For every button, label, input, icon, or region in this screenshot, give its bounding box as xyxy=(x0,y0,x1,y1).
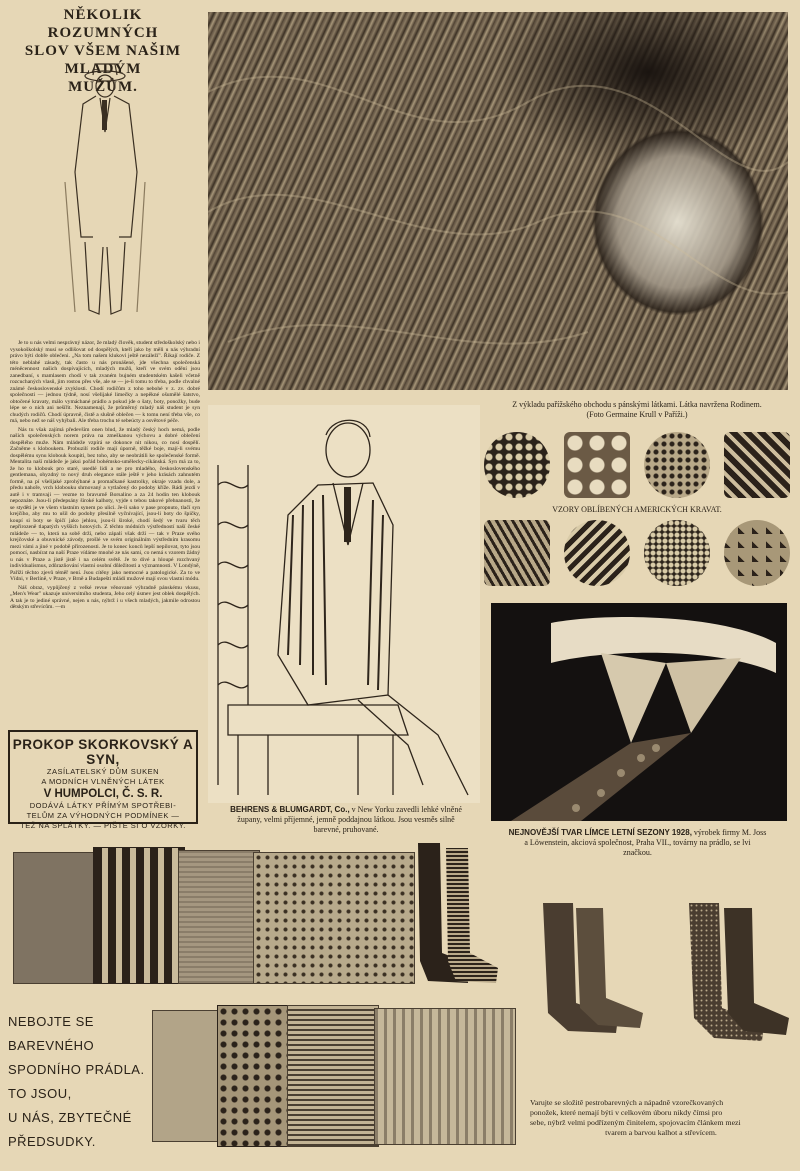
slogan-line-3: SPODNÍHO PRÁDLA. xyxy=(8,1062,145,1077)
article-paragraph-2: Nás tu však zajímá především onen blud, že mladý český hoch nemá, podle našich společenských norem práva na zmeškanou výchovu a dobré oblečení dospělého muže. Nám mládeže vzpírá se dokonce nit nikou, co nosí dospělí. Začněme s kloboukem. Probuzilí rodiče mají úporně, těžké boje, mají-li svému dospělému synu klobouk koupiti, bez toho, aby se neobrátili ke společenské formě. Mentalita naší mládeže je jaksi pořád bohémsko-umělecky-cikánská. Syn má za to, že ho to klobouk pro staré, usedlé lidi a ne pro mladého, československého gentlemana, ohyzdný to nový druh elegance stále ještě v jeho krásách zahnutém formě, na pí všelijaké zprohýbané a promačkané kastrolky, okraje vzadu dole, a předu nahoře, vrch klobouku shrnovaný a vytlačený do podoby kříže. Rádi jezdí v autě i v tramvaji — vezme to bravurně Borsalino a za 24 hodin ten klobouk nepoznáte. Jsou-li předepsány široké kalhoty, vyjde s tebou takové přehnanosti, že se styděti je ve všem vlastním synem po ulici. Je-li sako v pase propnuto, tlačí syn krejčího, aby mu to ušil do podoby přesilně vyčnívající, jsou-li boty do špičky, koupí si boty se špičí jako jehlou, jsou-li široké, chodí šedý ve tvaru těch nepřirozeně tlapatých vyšších hotových. Z těchto módních výstředností naší české mládeže — to, která na sobě drží, nebo zápalí však drží — tak v Praze svého krejčovské a obuvnické závody, prošlé ve svém originálním výstředním krasomu mezi vámi a jiné v podobě přirozenosti. Je to konec konců lepší nepilovat, tyto jsou pomocí, nasbírat na naší Praze vídáme mnohé ze nás sami, co nemá s vzorem žádný u nás v Praze a jistě jistě i na celém světě. Je to divé a hloupé rozchvaný individualismus, zdůrazňování vlastní osobní důležitosti a významnosti. V Londýně, Paříži těchto zjevů téměř není. Jsou cítěny jako nemocné a patologické. Za to ve Vídni, v Berlíně, v Praze, v Brně a Budapešti mládí mužové mají svou vlastní módu. xyxy=(10,426,200,582)
fabric-caption-line-1: Z výkladu pařížského obchodu s pánskými látkami. Látka navržena Rodinem. xyxy=(512,400,762,409)
shorts-grey-check xyxy=(178,850,260,984)
ad-line-5: DODÁVÁ LÁTKY PŘÍMÝM SPOTŘEBI- xyxy=(29,801,177,810)
behrens-caption-line-1: v New Yorku zavedli lehké vlněné xyxy=(349,805,462,814)
tie-pattern-diagonal xyxy=(484,520,550,586)
tie-pattern-swirl xyxy=(644,520,710,586)
collar-caption-line-3: značkou. xyxy=(623,848,652,857)
shorts-wide-stripes xyxy=(93,847,185,984)
article-paragraph-1: Je to u nás velmi nesprávný názor, že mladý člověk, student středoškolský nebo i vysokoškolský musí se odlišovat od dospělých, kteří jako by měli u nás výhradní právo býti dobře oblečeni. „Na tom našem klukovi ještě nezáleží". Říkají rodiče. Z této neblahé zásady, tak často u nás pronášené, jde všechna společenská méněcennost našich dospívajících, mladých mužů, kteří ve svém odění jsou zanedbaní, s mamlasem chodí v tak zvaném bujném studentském kašeli včetně rozcuchaných vlasů, jim rostou přes vše, ale se — je-li tomu to třeba, podle chvalné známé československé zvyklosti. Chodí rodičům z toho nebohé v z. zv. dobré společnosti — jednou týdně, nosí všelijaké limečky a nepěkné ošumělé šatstvo, obtočené kravaty, málo vymáchané prádlo a pokud jde o šaty, boty, ponožky, bude lépe se o nich ani nešířit. Neznamenají, že průměrný mladý náš student je syn chudých rodičů. Chodí úpravně, čistě a slušně oblečen — k tomu není třeba vše, co má, nebo než se náš vyhýbali. Ale třeba trochu té sebeúcty a osvětové péče. xyxy=(10,340,200,424)
collar-caption xyxy=(485,828,790,858)
shorts-pleated-stripes xyxy=(374,1008,516,1145)
slogan-line-1: NEBOJTE SE xyxy=(8,1014,94,1029)
slogan-line-2: BAREVNÉHO xyxy=(8,1038,95,1053)
tie-pattern-geometric xyxy=(724,432,790,498)
article-body xyxy=(10,340,200,730)
ad-line-7: TEŽ NA SPLÁTKY. — PIŠTE SI O VZORKY. xyxy=(20,821,186,830)
underwear-shorts-top-row xyxy=(8,842,420,992)
headline-line-2: SLOV VŠEM NAŠIM MLADÝM xyxy=(24,43,182,77)
headline-line-1: NĚKOLIK ROZUMNÝCH xyxy=(47,7,159,41)
socks-caption-line-3: sebe, nýbrž velmi podřízeným činitelem, spojovacím článkem mezi xyxy=(530,1118,741,1127)
fabric-caption-line-2: (Foto Germaine Krull v Paříži.) xyxy=(586,410,688,419)
striped-socks xyxy=(408,843,504,989)
socks-pair-patterned xyxy=(684,903,794,1043)
tie-pattern-small-dots xyxy=(644,432,710,498)
fabric-crystal-ball-photo xyxy=(208,12,788,390)
shorts-light xyxy=(152,1010,224,1142)
underwear-shorts-bottom-row xyxy=(152,1000,520,1150)
shorts-plain xyxy=(13,852,100,984)
collar-caption-lead: NEJNOVĚJŠÍ TVAR LÍMCE LETNÍ SEZONY 1928, xyxy=(508,828,692,837)
socks-caption-line-2: ponožek, které nemají býti v celkovém úboru nikdy čímsi pro xyxy=(530,1108,723,1117)
collar-caption-line-2: a Löwenstein, akciová společnost, Praha VII., továrny na prádlo, se lvi xyxy=(524,838,751,847)
collar-caption-line-1: výrobek firmy M. Joss xyxy=(691,828,767,837)
ties-caption: VZORY OBLÍBENÝCH AMERICKÝCH KRAVAT. xyxy=(552,505,722,514)
ad-line-3: A MODNÍCH VLNĚNÝCH LÁTEK xyxy=(41,777,165,786)
behrens-caption-line-3: barevné, pruhované. xyxy=(313,825,379,834)
ad-line-2: ZASÍLATELSKÝ DŮM SUKEN xyxy=(46,767,160,776)
skorkovsky-advertisement xyxy=(8,730,198,830)
tie-patterns-row-1 xyxy=(484,432,790,502)
underwear-slogan xyxy=(8,1010,145,1154)
behrens-caption-lead: BEHRENS & BLUMGARDT, Co., xyxy=(230,805,350,814)
ad-line-6: TELŮM ZA VÝHODNÝCH PODMÍNEK — xyxy=(26,811,180,820)
socks-caption-line-4: tvarem a barvou kalhot a střevícem. xyxy=(605,1128,717,1137)
man-in-suit-illustration xyxy=(45,62,165,334)
ad-company-name: PROKOP SKORKOVSKÝ A SYN, xyxy=(12,737,194,767)
slogan-line-6: PŘEDSUDKY. xyxy=(8,1134,96,1149)
socks-caption-line-1: Varujte se složitě pestrobarevných a nápadně vzorečkovaných xyxy=(530,1098,724,1107)
socks-pair-dark xyxy=(538,903,648,1033)
shorts-floral xyxy=(217,1005,294,1147)
shorts-dotted xyxy=(253,852,415,984)
collar-and-tie-photo xyxy=(491,603,787,821)
headline-line-3: MUŽŮM. xyxy=(68,79,138,95)
slogan-line-4: TO JSOU, xyxy=(8,1086,72,1101)
fabric-caption xyxy=(484,400,790,420)
tie-pattern-stripes xyxy=(564,520,630,586)
tie-patterns-row-2 xyxy=(484,520,790,590)
slogan-line-5: U NÁS, ZBYTEČNÉ xyxy=(8,1110,132,1125)
socks-caption xyxy=(530,1098,792,1138)
behrens-caption-line-2: župany, velmi příjemné, jemně poddajnou látkou. Jsou vesměs silně xyxy=(237,815,455,824)
ad-city: V HUMPOLCI, Č. S. R. xyxy=(43,788,163,800)
man-in-armchair-illustration xyxy=(208,405,480,803)
tie-pattern-dots xyxy=(484,432,550,498)
tie-pattern-triangles xyxy=(724,520,790,586)
behrens-caption xyxy=(210,805,482,835)
tie-pattern-circles xyxy=(564,432,630,498)
shorts-small-check xyxy=(287,1005,379,1147)
article-paragraph-3: Náš obraz, vypůjčený z velké revue věnované výhradně pánskému vkusu, „Men's Wear" ukazuje universitního studenta, Jeho celý úsmev jest oblek dospělých. A tak je to jediné správné, nejen u nás, nýbrž i u všech mladých, jakmile odrostou dětským střevícům. —m xyxy=(10,584,200,610)
